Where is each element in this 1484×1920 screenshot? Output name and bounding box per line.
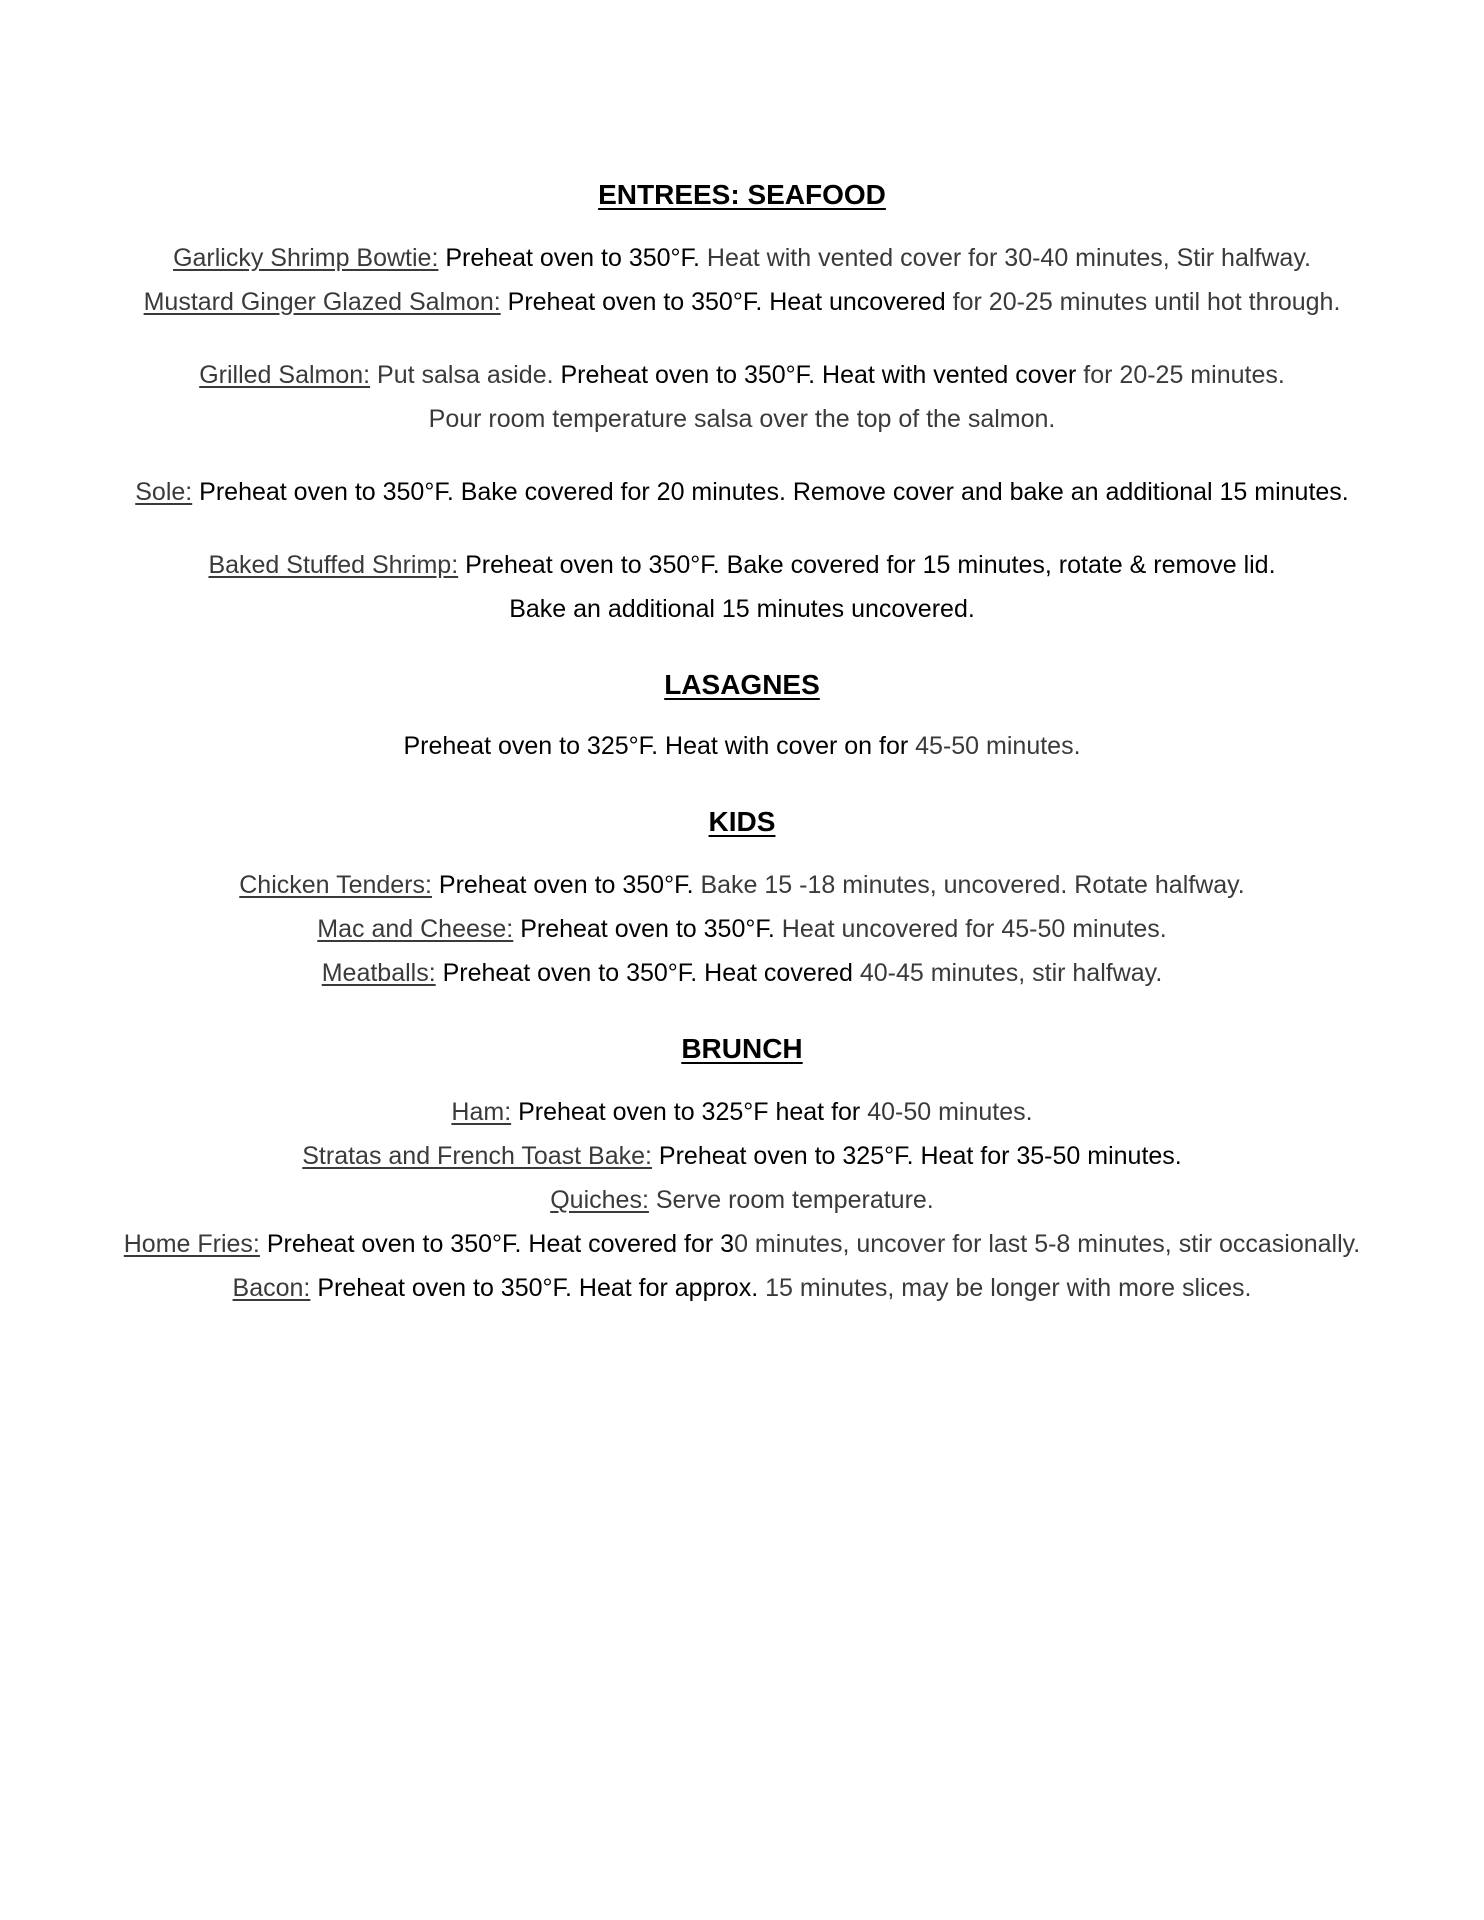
item-text: 40-50 minutes.	[860, 1098, 1033, 1126]
item-text: Pour room temperature salsa over the top of the salmon.	[428, 405, 1056, 433]
item-label: Ham:	[451, 1098, 512, 1126]
item-text: Preheat oven to 350°F.	[513, 915, 775, 943]
item-text: Preheat oven to 350°F.	[431, 871, 694, 899]
item-label: Sole:	[135, 478, 193, 506]
kids-heading: KIDS	[708, 806, 776, 837]
item-label: Chicken Tenders:	[239, 871, 432, 899]
seafood-heading: ENTREES: SEAFOOD	[598, 179, 886, 210]
item-label: Mac and Cheese:	[317, 915, 514, 943]
item-text: Preheat oven to 350°F. Bake covered for 15 minutes, rotate & remove lid.	[458, 551, 1276, 579]
baked-stuffed-shrimp-line-2	[0, 587, 1484, 631]
grilled-salmon-line-2	[0, 397, 1484, 441]
item-label: Grilled Salmon:	[199, 361, 371, 389]
item-text: Preheat oven to 350°F. Heat for approx.	[310, 1274, 759, 1302]
chicken-tenders-line	[0, 863, 1484, 907]
meatballs-line	[0, 951, 1484, 995]
item-text: 45-50 minutes.	[908, 732, 1081, 760]
item-text: Preheat oven to 325°F heat for	[511, 1098, 861, 1126]
item-text: for 20-25 minutes until hot through.	[945, 288, 1341, 316]
item-text: Preheat oven to 350°F. Bake covered for 20 minutes. Remove cover and bake an additional 15 minutes.	[192, 478, 1349, 506]
home-fries-line	[0, 1222, 1484, 1266]
mac-and-cheese-line	[0, 907, 1484, 951]
item-text: Serve room temperature.	[648, 1186, 934, 1214]
baked-stuffed-shrimp-line	[0, 543, 1484, 587]
bacon-line	[0, 1266, 1484, 1310]
item-text: Preheat oven to 350°F.	[438, 244, 700, 272]
item-text: Bake an additional 15 minutes uncovered.	[509, 595, 975, 623]
item-text: Preheat oven to 350°F. Heat with vented cover	[553, 361, 1077, 389]
item-label: Baked Stuffed Shrimp:	[208, 551, 459, 579]
item-label: Meatballs:	[321, 959, 436, 987]
item-text: for 20-25 minutes.	[1076, 361, 1285, 389]
ham-line	[0, 1090, 1484, 1134]
item-text: Preheat oven to 350°F. Heat covered for 3	[259, 1230, 735, 1258]
grilled-salmon-line	[0, 353, 1484, 397]
sole-line	[0, 470, 1484, 514]
stratas-line	[0, 1134, 1484, 1178]
garlicky-shrimp-line	[0, 236, 1484, 280]
item-text: 15 minutes, may be longer with more slices.	[758, 1274, 1252, 1302]
brunch-heading: BRUNCH	[681, 1033, 803, 1064]
item-text: Preheat oven to 325°F. Heat with cover on for	[403, 732, 909, 760]
item-text: Heat with vented cover for 30-40 minutes, Stir halfway.	[699, 244, 1311, 272]
item-text: 40-45 minutes, stir halfway.	[852, 959, 1163, 987]
item-text: Preheat oven to 350°F. Heat covered	[435, 959, 853, 987]
quiches-line	[0, 1178, 1484, 1222]
item-text: Heat uncovered for 45-50 minutes.	[774, 915, 1167, 943]
item-text: Preheat oven to 350°F. Heat uncovered	[500, 288, 946, 316]
item-text: Bake 15 -18 minutes, uncovered. Rotate halfway.	[693, 871, 1245, 899]
item-label: Stratas and French Toast Bake:	[302, 1142, 652, 1170]
item-text: Put salsa aside.	[370, 361, 554, 389]
item-label: Garlicky Shrimp Bowtie:	[173, 244, 439, 272]
lasagnes-heading: LASAGNES	[664, 669, 820, 700]
item-label: Mustard Ginger Glazed Salmon:	[143, 288, 501, 316]
item-label: Quiches:	[550, 1186, 649, 1214]
item-text: 0 minutes, uncover for last 5-8 minutes, stir occasionally.	[734, 1230, 1361, 1258]
item-text: Preheat oven to 325°F. Heat for 35-50 minutes.	[651, 1142, 1182, 1170]
item-label: Bacon:	[232, 1274, 311, 1302]
lasagnes-line	[0, 724, 1484, 768]
mustard-salmon-line	[0, 280, 1484, 324]
item-label: Home Fries:	[123, 1230, 260, 1258]
